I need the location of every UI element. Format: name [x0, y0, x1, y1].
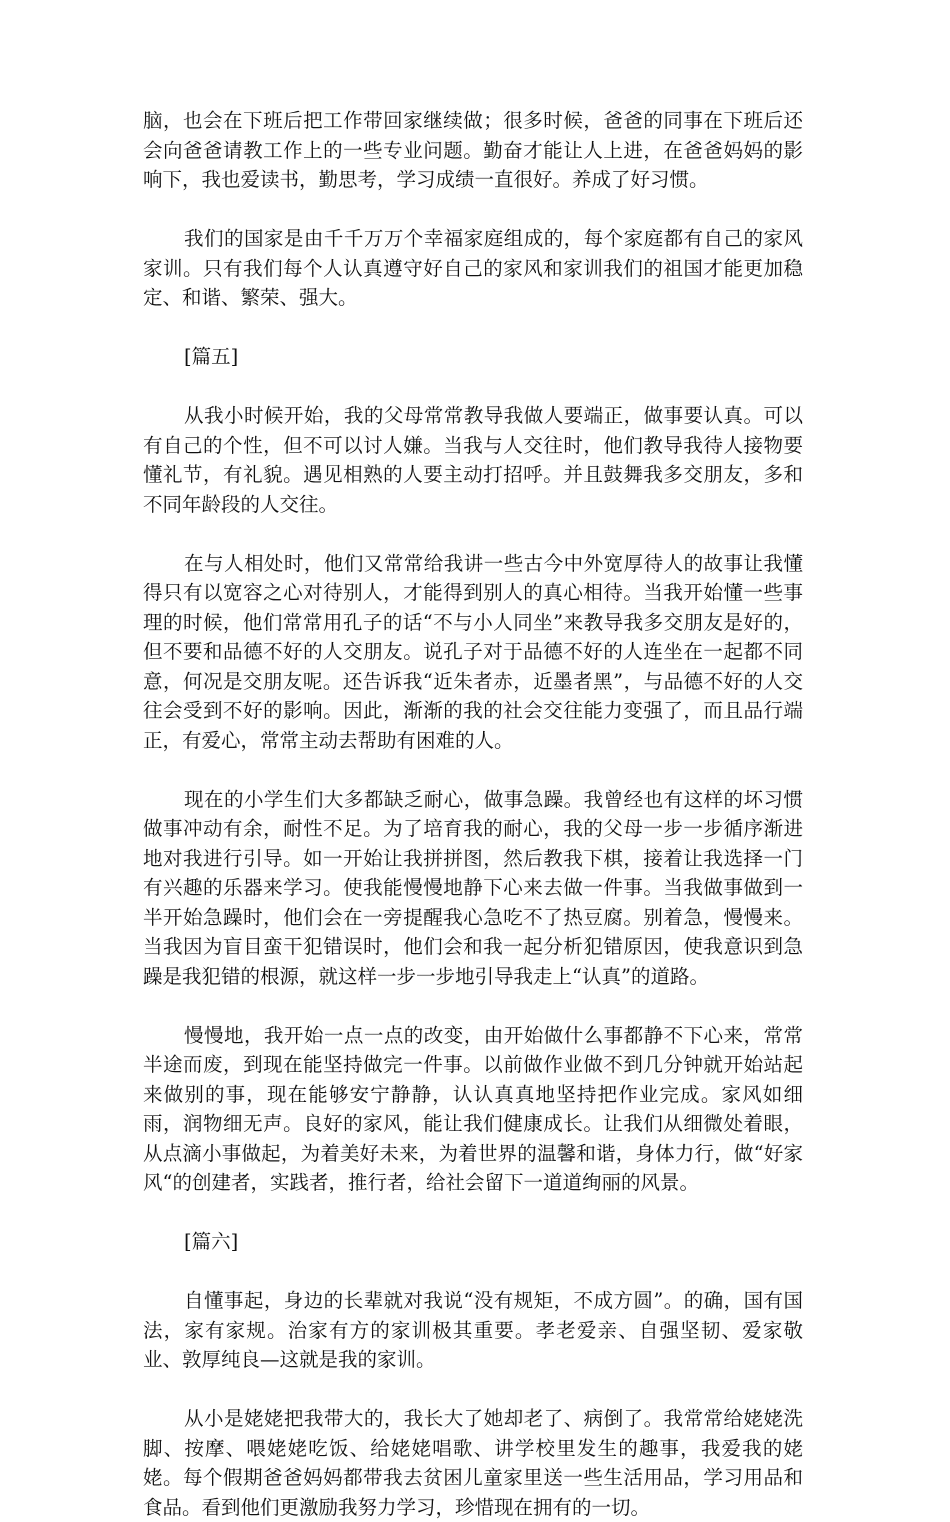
section-heading-6: [篇六]: [184, 1230, 239, 1253]
paragraph-4: 在与人相处时，他们又常常给我讲一些古今中外宽厚待人的故事让我懂得只有以宽容之心对待别人，才能得到别人的真心相待。当我开始懂一些事理的时候，他们常常用孔子的话“不与小人同坐”来教导我多交朋友是好的，但不要和品德不好的人交朋友。说孔子对于品德不好的人连坐在一起都不同意，何况是交朋友呢。还告诉我“近朱者赤，近墨者黑”，与品德不好的人交往会受到不好的影响。因此，渐渐的我的社会交往能力变强了，而且品行端正，有爱心，常常主动去帮助有困难的人。: [143, 551, 803, 752]
document-body: [143, 106, 803, 1522]
paragraph-1: 脑，也会在下班后把工作带回家继续做；很多时候，爸爸的同事在下班后还会向爸爸请教工作上的一些专业问题。勤奋才能让人上进，在爸爸妈妈的影响下，我也爱读书，勤思考，学习成绩一直很好。养成了好习惯。: [143, 109, 803, 191]
paragraph-7: 自懂事起，身边的长辈就对我说“没有规矩，不成方圆”。的确，国有国法，家有家规。治家有方的家训极其重要。孝老爱亲、自强坚韧、爱家敬业、敦厚纯良—这就是我的家训。: [143, 1289, 803, 1371]
paragraph-5: 现在的小学生们大多都缺乏耐心，做事急躁。我曾经也有这样的坏习惯做事冲动有余，耐性不足。为了培育我的耐心，我的父母一步一步循序渐进地对我进行引导。如一开始让我拼拼图，然后教我下棋，接着让我选择一门有兴趣的乐器来学习。使我能慢慢地静下心来去做一件事。当我做事做到一半开始急躁时，他们会在一旁提醒我心急吃不了热豆腐。别着急，慢慢来。当我因为盲目蛮干犯错误时，他们会和我一起分析犯错原因，使我意识到急躁是我犯错的根源，就这样一步一步地引导我走上“认真”的道路。: [143, 787, 803, 988]
paragraph-2: 我们的国家是由千千万万个幸福家庭组成的，每个家庭都有自己的家风家训。只有我们每个人认真遵守好自己的家风和家训我们的祖国才能更加稳定、和谐、繁荣、强大。: [143, 227, 803, 309]
section-heading-5: [篇五]: [184, 345, 239, 368]
paragraph-3: 从我小时候开始，我的父母常常教导我做人要端正，做事要认真。可以有自己的个性，但不可以讨人嫌。当我与人交往时，他们教导我待人接物要懂礼节，有礼貌。遇见相熟的人要主动打招呼。并且鼓舞我多交朋友，多和不同年龄段的人交往。: [143, 404, 803, 516]
paragraph-8: 从小是姥姥把我带大的，我长大了她却老了、病倒了。我常常给姥姥洗脚、按摩、喂姥姥吃饭、给姥姥唱歌、讲学校里发生的趣事，我爱我的姥姥。每个假期爸爸妈妈都带我去贫困儿童家里送一些生活用品，学习用品和食品。看到他们更激励我努力学习，珍惜现在拥有的一切。: [143, 1407, 803, 1519]
paragraph-6: 慢慢地，我开始一点一点的改变，由开始做什么事都静不下心来，常常半途而废，到现在能坚持做完一件事。以前做作业做不到几分钟就开始站起来做别的事，现在能够安宁静静，认认真真地坚持把作业完成。家风如细雨，润物细无声。良好的家风，能让我们健康成长。让我们从细微处着眼，从点滴小事做起，为着美好未来，为着世界的温馨和谐，身体力行，做“好家风“的创建者，实践者，推行者，给社会留下一道道绚丽的风景。: [143, 1023, 803, 1194]
